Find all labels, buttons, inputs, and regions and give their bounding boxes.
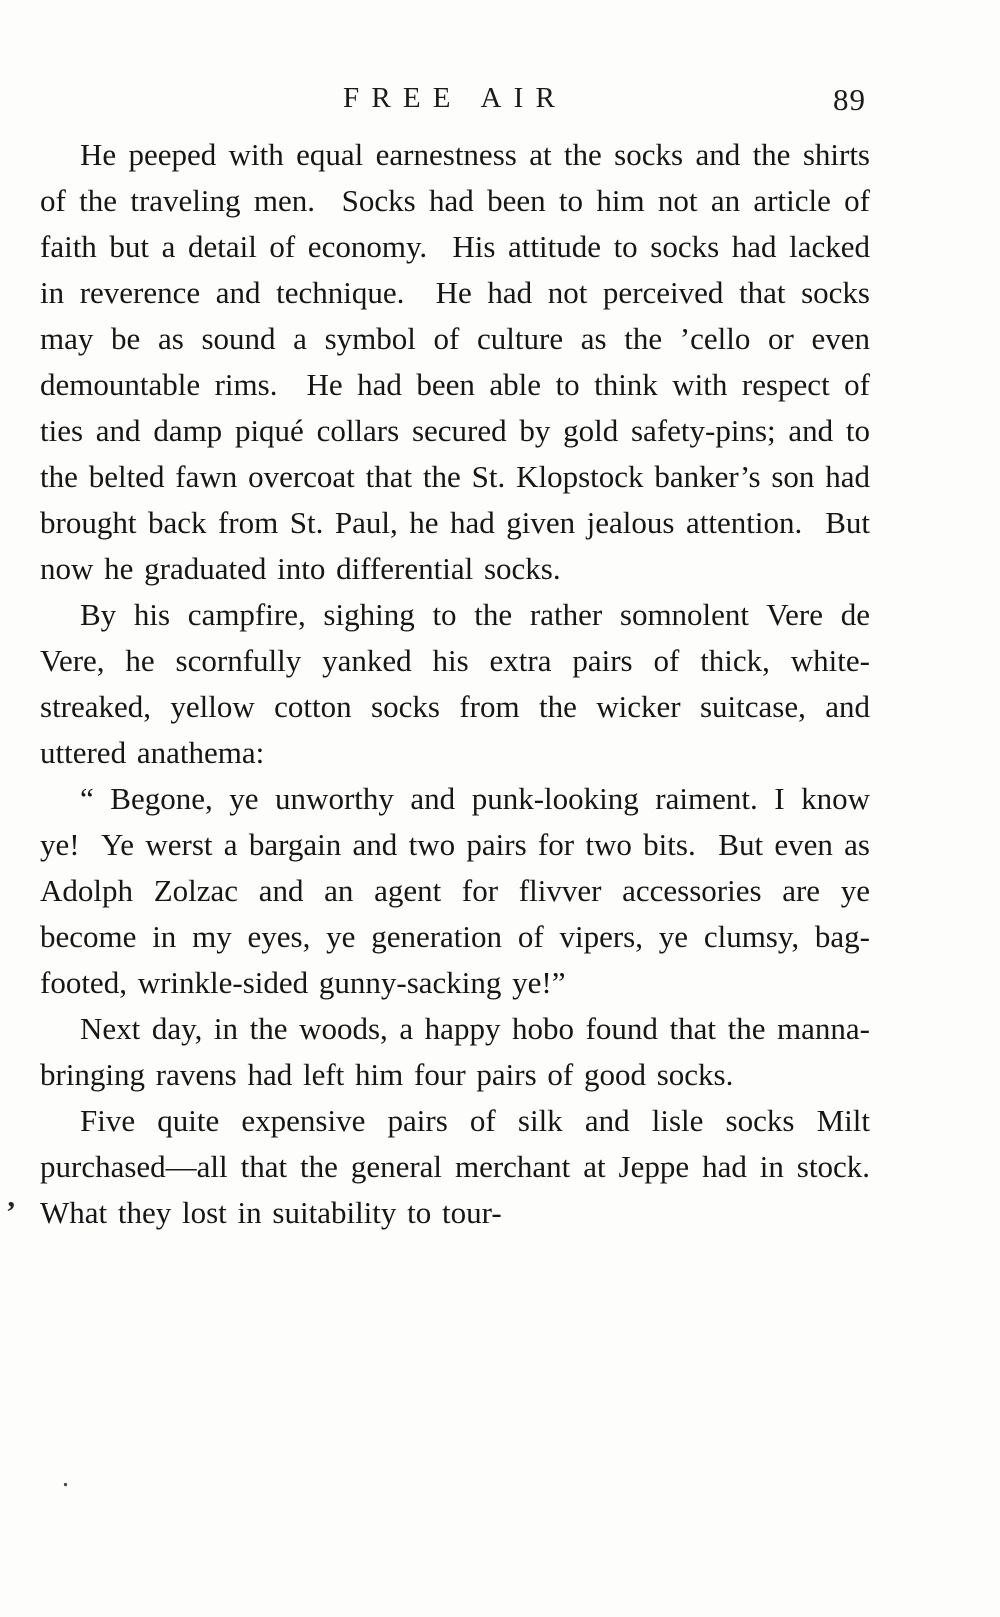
paragraph-1: He peeped with equal earnestness at the socks and the shirts of the traveling men. Socks had been to him not an article of faith but a detail of economy. His attitude to socks had lacked in reverence and technique. He had not perceived that socks may be as sound a symbol of culture as the ’cello or even demountable rims. He had been able to think with respect of ties and damp piqué collars secured by gold safety-pins; and to the belted fawn overcoat that the St. Klopstock banker’s son had brought back from St. Paul, he had given jealous attention. But now he graduated into differential socks.	[40, 137, 881, 586]
page-body	[40, 132, 892, 1236]
paragraph-3: “ Begone, ye unworthy and punk-looking raiment. I know ye! Ye werst a bargain and two pairs for two bits. But even as Adolph Zolzac and an agent for flivver accessories are ye become in my eyes, ye generation of vipers, ye clumsy, bag-footed, wrinkle-sided gunny-sacking ye!”	[40, 781, 881, 1000]
paragraph-5: Five quite expensive pairs of silk and lisle socks Milt purchased—all that the general merchant at Jeppe had in stock. What they lost in suitability to tour-	[40, 1103, 892, 1230]
paragraph-4: Next day, in the woods, a happy hobo found that the manna-bringing ravens had left him four pairs of good socks.	[40, 1011, 870, 1092]
page-number: 89	[833, 82, 866, 117]
running-header	[40, 82, 870, 122]
running-header-title: FREE AIR	[343, 82, 567, 114]
margin-tick-mark: ʼ	[6, 1196, 16, 1229]
stray-dot-mark: .	[62, 1462, 69, 1493]
paragraph-2: By his campfire, sighing to the rather somnolent Vere de Vere, he scornfully yanked his extra pairs of thick, white-streaked, yellow cotton socks from the wicker suitcase, and uttered anathema:	[40, 597, 881, 770]
